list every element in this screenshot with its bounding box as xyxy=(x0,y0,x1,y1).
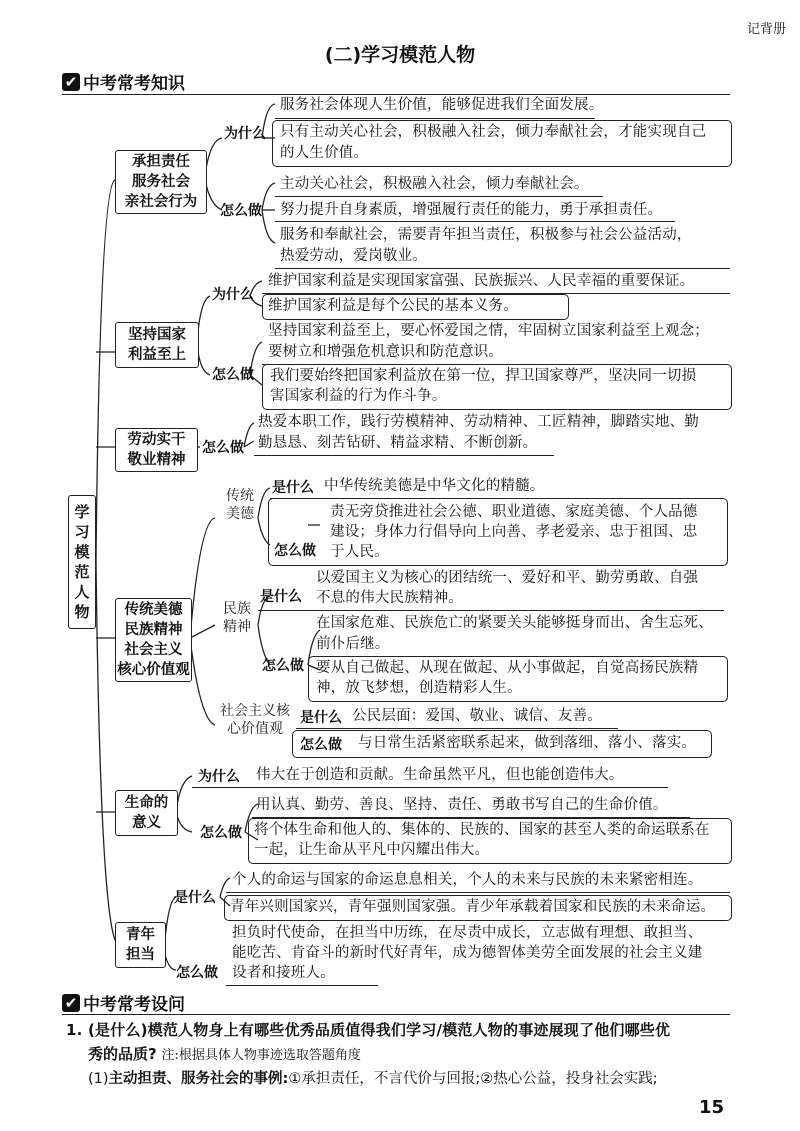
check-icon: ✔ xyxy=(62,73,80,91)
branch-responsibility: 承担责任 服务社会 亲社会行为 xyxy=(115,150,207,214)
label-how: 怎么做 xyxy=(274,543,316,559)
b4-s2-how-2: 前仆后继。 xyxy=(316,636,390,652)
b4-s1-how-3: 于人民。 xyxy=(330,544,389,560)
b2-how-4: 害国家利益的行为作斗争。 xyxy=(270,388,447,404)
b4-s1-how-2: 建设；身体力行倡导向上向善、孝老爱亲、忠于祖国、忠 xyxy=(330,524,698,540)
question-line-1: (是什么)模范人物身上有哪些优秀品质值得我们学习/模范人物的事迹展现了他们哪些优 xyxy=(88,1021,671,1039)
label-what: 是什么 xyxy=(300,710,342,726)
branch-values: 传统美德 民族精神 社会主义 核心价值观 xyxy=(115,598,192,682)
label-how: 怎么做 xyxy=(220,203,262,219)
b5-how-1: 用认真、勤劳、善良、坚持、责任、勇敢书写自己的生命价值。 xyxy=(256,797,668,813)
b4-s2-what-2: 不息的伟大民族精神。 xyxy=(316,590,463,606)
b3-how-1: 热爱本职工作，践行劳模精神、劳动精神、工匠精神，脚踏实地、勤 xyxy=(258,414,699,430)
label-how: 怎么做 xyxy=(200,825,242,841)
underline xyxy=(192,787,668,788)
b4-s1-what: 中华传统美德是中华文化的精髓。 xyxy=(324,478,545,494)
b2-why-2: 维护国家利益是每个公民的基本义务。 xyxy=(268,298,518,314)
b5-how-2: 将个体生命和他人的、集体的、民族的、国家的甚至人类的命运联系在 xyxy=(254,822,710,838)
b6-what-1: 个人的命运与国家的命运息息相关，个人的未来与民族的未来紧密相连。 xyxy=(232,872,703,888)
question-number: 1. xyxy=(66,1021,83,1039)
b4-s3-how: 与日常生活紧密联系起来，做到落细、落小、落实。 xyxy=(358,735,697,751)
check-icon: ✔ xyxy=(62,994,80,1012)
sub-national-spirit: 民族 精神 xyxy=(223,601,251,635)
underline xyxy=(226,985,378,986)
b4-s3-what: 公民层面：爱国、敬业、诚信、友善。 xyxy=(352,708,602,724)
label-how: 怎么做 xyxy=(176,965,218,981)
underline xyxy=(254,455,554,456)
answer-line-1: (1)主动担责、服务社会的事例:①承担责任，不言代价与回报;②热心公益，投身社会实践; xyxy=(88,1071,658,1087)
label-how: 怎么做 xyxy=(212,367,254,383)
label-what: 是什么 xyxy=(260,589,302,605)
branch-national-interest: 坚持国家 利益至上 xyxy=(115,322,199,368)
label-how: 怎么做 xyxy=(262,658,304,674)
underline xyxy=(275,221,675,222)
label-how: 怎么做 xyxy=(202,440,244,456)
branch-labor-spirit: 劳动实干 敬业精神 xyxy=(115,428,198,472)
section-heading-questions: ✔ 中考常考设问 xyxy=(62,990,185,1015)
question-line-2: 秀的品质? 注:根据具体人物事迹选取答题角度 xyxy=(88,1045,361,1063)
b4-s1-how-1: 责无旁贷推进社会公德、职业道德、家庭美德、个人品德 xyxy=(330,504,698,520)
label-what: 是什么 xyxy=(272,480,314,496)
b3-how-2: 勤恳恳、刻苦钻研、精益求精、不断创新。 xyxy=(258,435,538,451)
sub-traditional-virtue: 传统 美德 xyxy=(226,488,254,522)
sub-core-values: 社会主义核 心价值观 xyxy=(220,703,290,737)
b1-how-3: 服务和奉献社会，需要青年担当责任，积极参与社会公益活动， xyxy=(280,227,692,243)
b4-s2-how-4: 神，放飞梦想，创造精彩人生。 xyxy=(316,680,522,696)
b5-how-3: 一起，让生命从平凡中闪耀出伟大。 xyxy=(254,842,490,858)
underline xyxy=(296,728,618,729)
label-how: 怎么做 xyxy=(300,737,342,753)
label-why: 为什么 xyxy=(212,287,254,303)
underline xyxy=(226,892,730,893)
root-node: 学 习 模 范 人 物 xyxy=(68,495,96,629)
b4-s2-how-1: 在国家危难、民族危亡的紧要关头能够挺身而出、舍生忘死、 xyxy=(316,615,713,631)
b6-how-2: 能吃苦、肯奋斗的新时代好青年，成为德智体美劳全面发展的社会主义建 xyxy=(232,945,703,961)
b4-s2-what-1: 以爱国主义为核心的团结统一、爱好和平、勤劳勇敢、自强 xyxy=(316,570,699,586)
b1-how-4: 热爱劳动，爱岗敬业。 xyxy=(280,248,427,264)
section-heading-knowledge: ✔ 中考常考知识 xyxy=(62,69,185,94)
header-tag: 记背册 xyxy=(746,22,786,37)
b4-s2-how-3: 要从自己做起、从现在做起、从小事做起，自觉高扬民族精 xyxy=(316,660,699,676)
b2-why-1: 维护国家利益是实现国家富强、民族振兴、人民幸福的重要保证。 xyxy=(268,273,695,289)
label-why: 为什么 xyxy=(198,769,240,785)
b6-what-2: 青年兴则国家兴，青年强则国家强。青少年承载着国家和民族的未来命运。 xyxy=(230,899,716,915)
underline xyxy=(275,118,595,119)
b6-how-3: 设者和接班人。 xyxy=(232,965,335,981)
b1-why-2: 只有主动关心社会，积极融入社会，倾力奉献社会，才能实现自己 xyxy=(280,124,707,140)
b2-how-2: 要树立和增强危机意识和防范意识。 xyxy=(268,344,504,360)
branch-youth-responsibility: 青年 担当 xyxy=(115,922,166,968)
page-number: 15 xyxy=(698,1097,724,1118)
b1-how-2: 努力提升自身素质，增强履行责任的能力，勇于承担责任。 xyxy=(280,202,663,218)
b1-why-1: 服务社会体现人生价值，能够促进我们全面发展。 xyxy=(280,97,604,113)
branch-meaning-of-life: 生命的 意义 xyxy=(115,790,178,836)
b2-how-1: 坚持国家利益至上，要心怀爱国之情，牢固树立国家利益至上观念； xyxy=(268,323,709,339)
label-what: 是什么 xyxy=(174,890,216,906)
section-underline xyxy=(62,1014,730,1015)
b5-why: 伟大在于创造和贡献。生命虽然平凡，但也能创造伟大。 xyxy=(256,767,624,783)
page-title: (二)学习模范人物 xyxy=(324,44,476,66)
b1-how-1: 主动关心社会，积极融入社会，倾力奉献社会。 xyxy=(280,176,589,192)
b6-how-1: 担负时代使命，在担当中历练，在尽责中成长，立志做有理想、敢担当、 xyxy=(232,925,703,941)
b2-how-3: 我们要始终把国家利益放在第一位，捍卫国家尊严，坚决同一切损 xyxy=(270,368,697,384)
label-why: 为什么 xyxy=(224,126,266,142)
underline xyxy=(275,196,603,197)
b1-why-3: 的人生价值。 xyxy=(280,145,369,161)
